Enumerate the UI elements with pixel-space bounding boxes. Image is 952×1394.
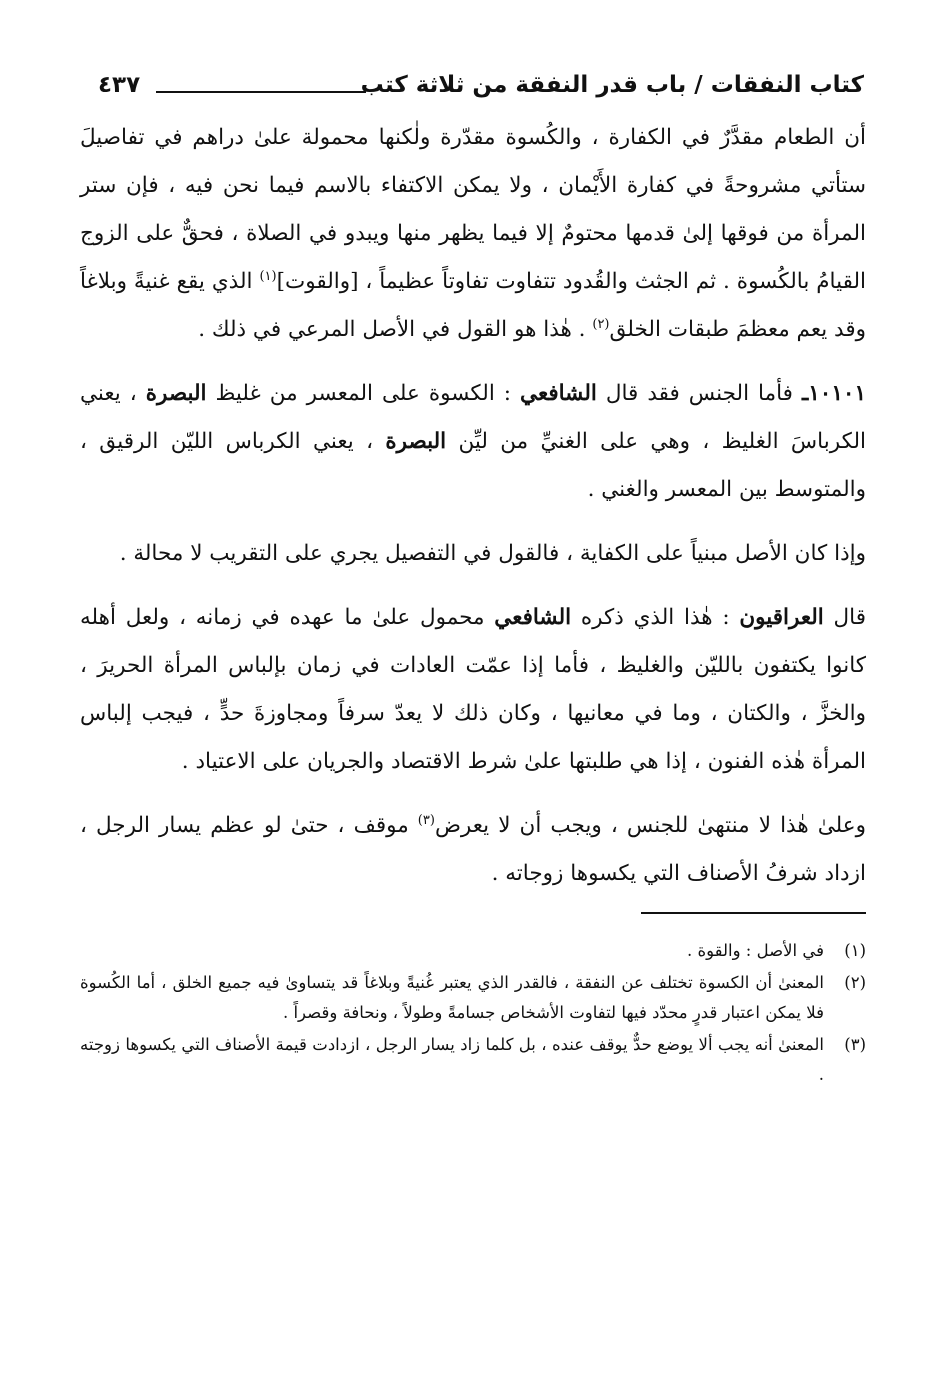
page-number: ٤٣٧ (98, 72, 141, 98)
footnote-text: في الأصل : والقوة . (686, 941, 824, 960)
footnote-item (80, 1030, 866, 1090)
paragraph-2 (80, 370, 866, 514)
paragraph-1-text-b: الذي يقع غنيةً وبلاغاً وقد يعم معظمَ طبقات الخلق (80, 269, 866, 342)
paragraph-3: وإذا كان الأصل مبنياً على الكفاية ، فالقول في التفصيل يجري على التقريب لا محالة . (119, 541, 866, 566)
paragraph-2-text-d: ، يعني الكرباس الليّن الرقيق ، والمتوسط بين المعسر والغني . (80, 429, 866, 502)
footnote-number: (١) (844, 941, 866, 960)
paragraph-2-text-a: فأما الجنس فقد قال (596, 381, 802, 406)
paragraph-4-text-a: قال (823, 605, 866, 630)
bold-name-shafii: الشافعي (520, 381, 597, 406)
running-title: كتاب النفقات / باب قدر النفقة من ثلاثة كتب (360, 72, 864, 98)
main-text (80, 114, 866, 898)
bold-name-basra-2: البصرة (385, 429, 447, 454)
paragraph-1-text-c: . هٰذا هو القول في الأصل المرعي في ذلك . (198, 317, 593, 342)
footnote-text: المعنىٰ أنه يجب ألا يوضع حدٌّ يوقف عنده ، بل كلما زاد يسار الرجل ، ازدادت قيمة الأصناف التي يكسوها زوجته . (80, 1035, 824, 1084)
bold-name-iraqiyun: العراقيون (739, 605, 824, 630)
running-header (80, 70, 866, 110)
footnote-ref-3: (٣) (417, 812, 435, 828)
paragraph-5-text-b: موقف ، حتىٰ لو عظم يسار الرجل ، ازداد شرفُ الأصناف التي يكسوها زوجاته . (80, 813, 866, 886)
paragraph-4 (80, 594, 866, 786)
footnote-number: (٣) (844, 1035, 866, 1054)
paragraph-2-text-b: : الكسوة على المعسر من غليظ (206, 381, 521, 406)
footnote-ref-2: (٢) (592, 316, 610, 332)
paragraph-1-text-a: أن الطعام مقدَّرٌ في الكفارة ، والكُسوة مقدّرة ولٰكنها محمولة علىٰ دراهم في تفاصيلَ ستأتي مشروحةً في كفارة الأَيْمان ، ولا يمكن الاكتفاء بالاسم فيما نحن فيه ، فإن ستر المرأة من فوقها إلىٰ قدمها محتومٌ إلا فيما يظهر منها ويبدو في الصلاة ، فحقٌّ على الزوج القيامُ بالكُسوة . ثم الجثث والقُدود تتفاوت تفاوتاً عظيماً ، [والقوت] (80, 125, 866, 294)
footnote-text: المعنىٰ أن الكسوة تختلف عن النفقة ، فالقدر الذي يعتبر غُنيةً وبلاغاً قد يتساوىٰ فيه جميع الخلق ، أما الكُسوة فلا يمكن اعتبار قدرٍ محدّد فيها لتفاوت الأشخاص جسامةً وطولاً ، ونحافة وقصراً . (80, 973, 824, 1022)
paragraph-number: ١٠١٠١ـ (801, 381, 866, 406)
footnote-number: (٢) (844, 973, 866, 992)
paragraph-4-text-b: : هٰذا الذي ذكره (571, 605, 740, 630)
paragraph-2-text-c: ، يعني الكرباسَ الغليظ ، وهي على الغنيِّ من ليِّن (80, 381, 866, 454)
book-page (80, 70, 866, 1092)
footnote-separator (641, 912, 866, 914)
paragraph-1 (80, 114, 866, 354)
bold-name-basra: البصرة (145, 381, 207, 406)
footnotes (80, 936, 866, 1090)
paragraph-4-text-c: محمول علىٰ ما عهده في زمانه ، ولعل أهله كانوا يكتفون بالليّن والغليظ ، فأما إذا عمّت العادات في زمان بإلباس المرأة الحريرَ ، والخزَّ ، والكتان ، وما في معانيها ، وكان ذلك لا يعدّ سرفاً ومجاوزةَ حدٍّ ، فيجب إلباس المرأة هٰذه الفنون ، إذا هي طلبتها علىٰ شرط الاقتصاد والجريان على الاعتياد . (80, 605, 866, 774)
paragraph-5-text-a: وعلىٰ هٰذا لا منتهىٰ للجنس ، ويجب أن لا يعرض (434, 813, 866, 838)
footnote-item (80, 968, 866, 1028)
bold-name-shafii-2: الشافعي (494, 605, 572, 630)
footnote-ref-1: (١) (259, 268, 277, 284)
paragraph-5 (80, 802, 866, 898)
header-rule (156, 91, 366, 93)
footnote-item (80, 936, 866, 966)
